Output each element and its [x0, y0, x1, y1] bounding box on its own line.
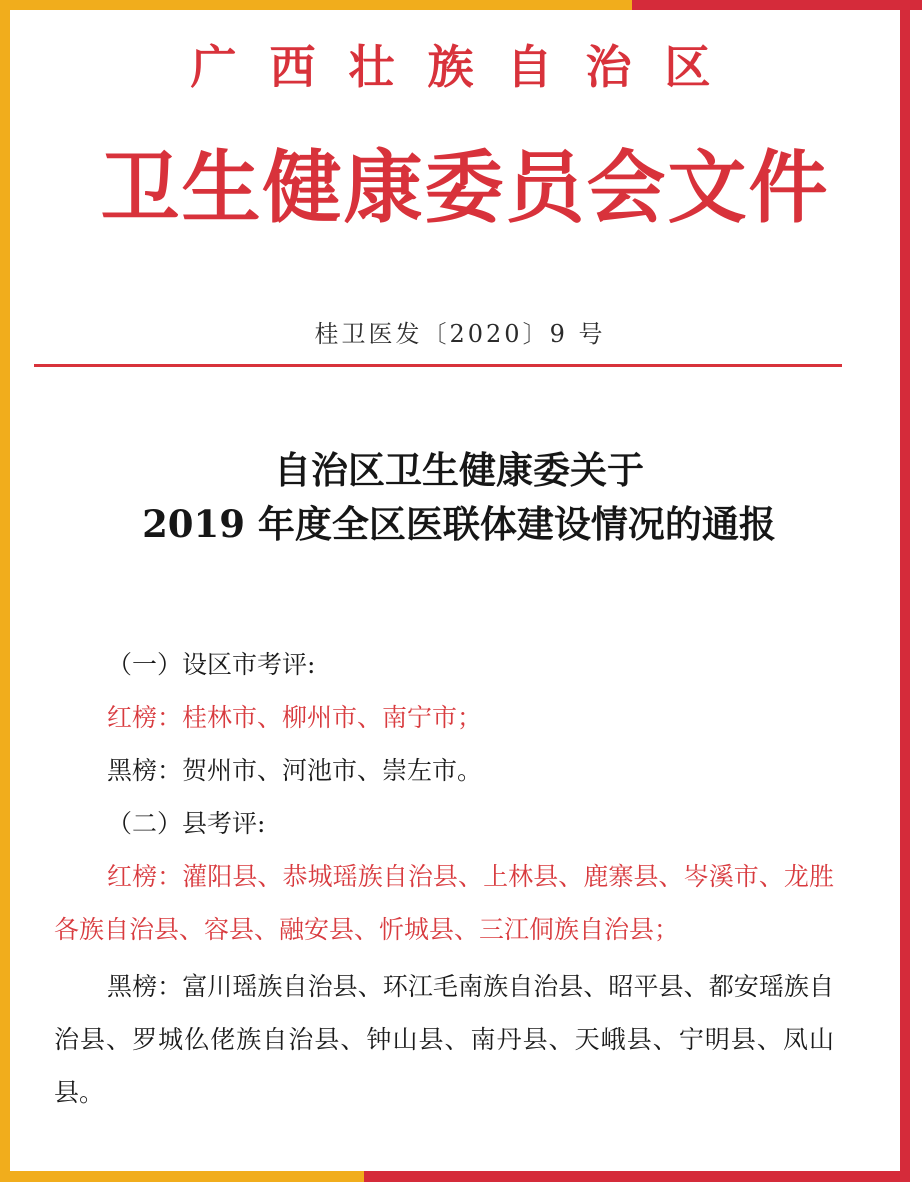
- frame-top-yellow: [0, 0, 632, 10]
- document-number: 桂卫医发〔2020〕9 号: [314, 320, 606, 348]
- city-black-list: 黑榜：贺州市、河池市、崇左市。: [107, 756, 483, 785]
- city-red-list: 红榜：桂林市、柳州市、南宁市；: [107, 703, 483, 732]
- document-title-line1: 自治区卫生健康委关于: [274, 448, 644, 492]
- frame-top-red: [632, 0, 922, 10]
- issuer-office-title: 卫生健康委员会文件: [100, 141, 830, 234]
- county-black-list: 黑榜：富川瑶族自治县、环江毛南族自治县、昭平县、都安瑶族自治县、罗城仫佬族自治县、钟山县、南丹县、天峨县、宁明县、凤山县。: [54, 972, 834, 1107]
- frame-bottom-yellow: [0, 1171, 364, 1182]
- city-heading: （一）设区市考评:: [107, 650, 316, 679]
- city-section: [54, 638, 834, 1119]
- frame-bottom-red: [364, 1171, 910, 1182]
- header-divider: [34, 364, 842, 367]
- county-red-list: 红榜：灌阳县、恭城瑶族自治县、上林县、鹿寨县、岑溪市、龙胜各族自治县、容县、融安县、忻城县、三江侗族自治县；: [54, 862, 834, 944]
- issuer-region: 广西壮族自治区: [190, 40, 744, 94]
- document-title-line2: 2019 年度全区医联体建设情况的通报: [142, 502, 776, 546]
- county-heading: （二）县考评:: [107, 809, 266, 838]
